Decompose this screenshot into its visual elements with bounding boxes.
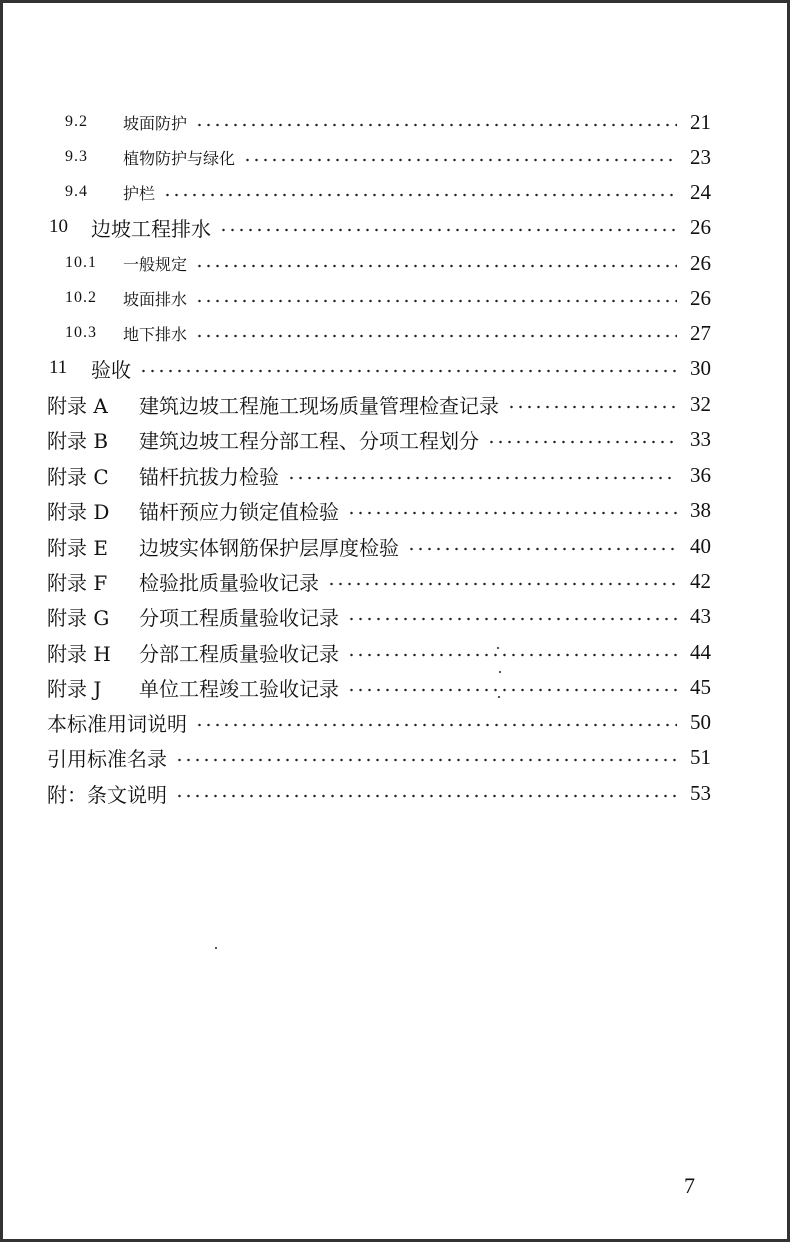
toc-entry-10[interactable] [49,210,711,244]
toc-page-number: 43 [690,603,711,628]
toc-number: 附录 A [47,393,108,418]
dot-leader [195,123,677,127]
toc-title: 检验批质量验收记录 [139,570,319,595]
toc-title: 坡面排水 [123,289,188,309]
toc-title: 边坡工程排水 [91,216,211,241]
toc-number: 附录 G [47,605,110,630]
toc-page-number: 30 [690,355,711,380]
dot-leader [175,794,677,798]
dot-leader [347,653,677,657]
toc-page-number: 26 [690,214,711,239]
toc-title: 分部工程质量验收记录 [139,641,339,666]
toc-page-number: 50 [690,709,711,734]
toc-title: 一般规定 [123,254,188,274]
toc-page-number: 21 [690,109,711,134]
dot-leader [243,158,677,162]
toc-page-number: 44 [690,639,711,664]
dot-leader [163,193,677,197]
toc-number: 附录 B [47,428,109,453]
toc-number: 10.1 [65,254,97,271]
toc-page-number: 38 [690,497,711,522]
toc-page-number: 26 [690,285,711,310]
toc-title: 植物防护与绿化 [123,148,236,168]
toc-title: 分项工程质量验收记录 [139,605,339,630]
dot-leader [507,405,677,409]
toc-title: 建筑边坡工程施工现场质量管理检查记录 [139,393,499,418]
dot-leader [195,723,677,727]
dot-leader [287,476,677,480]
toc-entry-commentary[interactable] [47,776,711,810]
toc-number: 附录 F [47,570,108,595]
scan-speck [497,647,499,649]
page-number: 7 [684,1173,695,1198]
toc-entry-appendix-g[interactable] [47,599,711,633]
dot-leader [175,758,677,762]
toc-number: 附录 D [47,499,110,524]
toc-title: 建筑边坡工程分部工程、分项工程划分 [139,428,479,453]
toc-entry-9-3[interactable] [65,140,711,174]
toc-page-number: 24 [690,179,711,204]
dot-leader [327,582,677,586]
dot-leader [407,547,677,551]
toc-entry-appendix-f[interactable] [47,564,711,598]
toc-title: 锚杆抗拔力检验 [139,464,279,489]
toc-page-number: 36 [690,462,711,487]
toc-entry-appendix-b[interactable] [47,422,711,456]
toc-entry-usage-terms[interactable] [47,705,711,739]
toc-entry-appendix-c[interactable] [47,458,711,492]
toc-number: 附录 H [47,641,111,666]
toc-entry-11[interactable] [49,351,711,385]
toc-number: 10 [49,216,68,237]
dot-leader [347,511,677,515]
toc-page-number: 26 [690,250,711,275]
dot-leader [347,617,677,621]
toc-page-number: 45 [690,674,711,699]
toc-entry-10-1[interactable] [65,246,711,280]
toc-title: 地下排水 [123,324,188,344]
toc-number: 附录 C [47,464,109,489]
toc-page-number: 33 [690,426,711,451]
toc-entry-appendix-h[interactable] [47,635,711,669]
toc-number: 11 [49,357,68,378]
toc-entry-appendix-d[interactable] [47,493,711,527]
toc-title: 本标准用词说明 [47,711,187,736]
toc-page-number: 53 [690,780,711,805]
toc-number: 9.4 [65,183,88,200]
toc-entry-9-4[interactable] [65,175,711,209]
toc-page-number: 23 [690,144,711,169]
toc-entry-cited-standards[interactable] [47,740,711,774]
toc-title: 护栏 [123,183,156,203]
toc-title: 边坡实体钢筋保护层厚度检验 [139,535,399,560]
toc-entry-appendix-a[interactable] [47,387,711,421]
toc-title: 验收 [91,357,131,382]
toc-page-number: 40 [690,533,711,558]
toc-page-number: 27 [690,320,711,345]
dot-leader [139,369,677,373]
toc-number: 10.2 [65,289,97,306]
toc-number: 附录 E [47,535,108,560]
toc-title: 锚杆预应力锁定值检验 [139,499,339,524]
toc-number: 9.3 [65,148,88,165]
toc-entry-appendix-e[interactable] [47,529,711,563]
toc-title: 坡面防护 [123,113,188,133]
toc-entry-10-2[interactable] [65,281,711,315]
toc-title: 单位工程竣工验收记录 [139,676,339,701]
dot-leader [195,334,677,338]
toc-page-number: 51 [690,744,711,769]
toc-page-number: 32 [690,391,711,416]
toc-number: 10.3 [65,324,97,341]
toc-title: 附：条文说明 [47,782,167,807]
dot-leader [219,228,677,232]
toc-title: 引用标准名录 [47,746,167,771]
dot-leader [195,299,677,303]
dot-leader [195,264,677,268]
toc-number: 9.2 [65,113,88,130]
dot-leader [487,440,677,444]
scan-speck [499,671,501,673]
scan-speck [498,696,500,698]
toc-entry-9-2[interactable] [65,105,711,139]
toc-entry-appendix-j[interactable] [47,670,711,704]
dot-leader [347,688,677,692]
toc-page-number: 42 [690,568,711,593]
toc-entry-10-3[interactable] [65,316,711,350]
scan-speck [215,947,217,949]
toc-number: 附录 J [47,676,102,701]
